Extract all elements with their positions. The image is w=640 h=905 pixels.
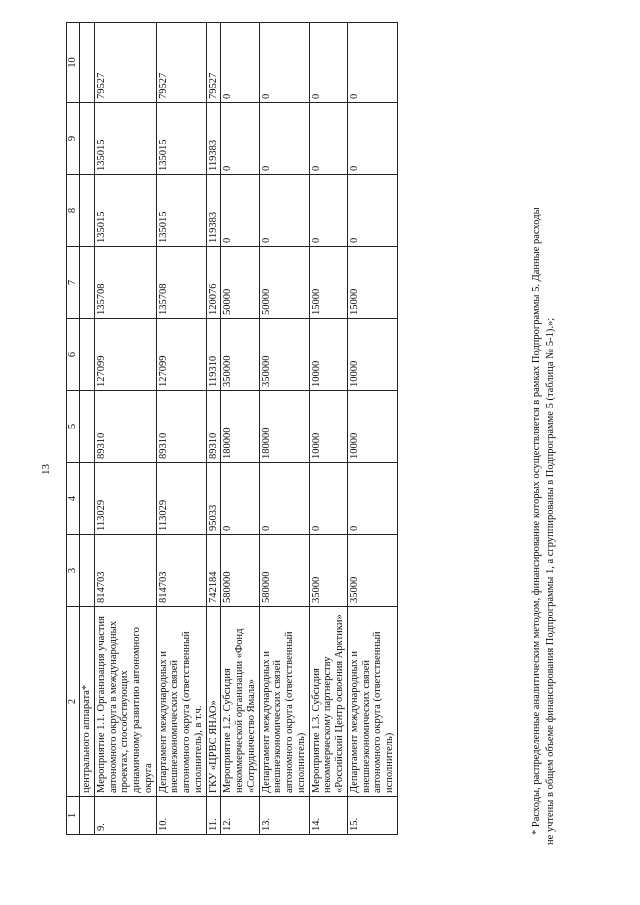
- value-cell: 0: [221, 103, 259, 175]
- value-cell: 0: [309, 103, 347, 175]
- row-description: Департамент международных и внешнеэкономических связей автономного округа (ответственный исполнитель): [259, 607, 309, 797]
- value-cell: 0: [347, 103, 397, 175]
- footnote-line-2: не учтены в общем объеме финансирования Подпрограммы 1, а сгруппированы в Подпрограмме 5 (таблица № 5-1).»;: [544, 317, 556, 845]
- table-row: [206, 23, 221, 835]
- value-cell: 135015: [94, 175, 156, 247]
- row-description: Мероприятие 1.1. Организация участия автономного округа в международных проектах, способствующих динамичному развитию автономного округа: [94, 607, 156, 797]
- footnote: [530, 25, 557, 845]
- value-cell: 10000: [309, 319, 347, 391]
- row-description: Мероприятие 1.3. Субсидия некоммерческому партнерству «Российский Центр освоения Арктики»: [309, 607, 347, 797]
- value-cell: 0: [221, 463, 259, 535]
- value-cell: 119383: [206, 175, 221, 247]
- value-cell: [80, 103, 95, 175]
- column-number: 7: [67, 247, 80, 319]
- column-number: 8: [67, 175, 80, 247]
- value-cell: 127099: [94, 319, 156, 391]
- value-cell: 120076: [206, 247, 221, 319]
- table-row: [94, 23, 156, 835]
- row-description: Мероприятие 1.2. Субсидия некоммерческой организации «Фонд «Сотрудничество Ямала»: [221, 607, 259, 797]
- table-header-row: [67, 23, 80, 835]
- row-number: 13.: [259, 797, 309, 835]
- value-cell: 742184: [206, 535, 221, 607]
- value-cell: 0: [309, 175, 347, 247]
- value-cell: 135015: [156, 103, 206, 175]
- row-number: 14.: [309, 797, 347, 835]
- value-cell: 0: [221, 175, 259, 247]
- table-row: [221, 23, 259, 835]
- row-number: 9.: [94, 797, 156, 835]
- value-cell: 50000: [259, 247, 309, 319]
- value-cell: 0: [347, 23, 397, 103]
- column-number: 6: [67, 319, 80, 391]
- row-number: 11.: [206, 797, 221, 835]
- value-cell: 35000: [347, 535, 397, 607]
- value-cell: 95033: [206, 463, 221, 535]
- value-cell: 0: [347, 463, 397, 535]
- value-cell: 0: [309, 23, 347, 103]
- page-number: 13: [40, 464, 52, 475]
- value-cell: 814703: [156, 535, 206, 607]
- value-cell: 0: [221, 23, 259, 103]
- value-cell: 10000: [347, 391, 397, 463]
- value-cell: 135708: [156, 247, 206, 319]
- row-description: Департамент международных и внешнеэкономических связей автономного округа (ответственный исполнитель), в т.ч.: [156, 607, 206, 797]
- value-cell: 15000: [309, 247, 347, 319]
- value-cell: [80, 463, 95, 535]
- value-cell: 350000: [259, 319, 309, 391]
- value-cell: 127099: [156, 319, 206, 391]
- column-number: 1: [67, 797, 80, 835]
- value-cell: [80, 23, 95, 103]
- value-cell: 180000: [221, 391, 259, 463]
- row-description: центрального аппарата*: [80, 607, 95, 797]
- row-number: 10.: [156, 797, 206, 835]
- row-number: 12.: [221, 797, 259, 835]
- value-cell: [80, 175, 95, 247]
- value-cell: 113029: [156, 463, 206, 535]
- table-row: [156, 23, 206, 835]
- table-row: [347, 23, 397, 835]
- column-number: 9: [67, 103, 80, 175]
- row-number: [80, 797, 95, 835]
- value-cell: 10000: [347, 319, 397, 391]
- value-cell: 0: [309, 463, 347, 535]
- column-number: 2: [67, 607, 80, 797]
- column-number: 3: [67, 535, 80, 607]
- value-cell: 0: [259, 175, 309, 247]
- value-cell: 350000: [221, 319, 259, 391]
- value-cell: 10000: [309, 391, 347, 463]
- value-cell: 79527: [94, 23, 156, 103]
- table-row: [259, 23, 309, 835]
- column-number: 5: [67, 391, 80, 463]
- value-cell: 135015: [94, 103, 156, 175]
- value-cell: 89310: [206, 391, 221, 463]
- value-cell: 79527: [206, 23, 221, 103]
- value-cell: [80, 535, 95, 607]
- column-number: 4: [67, 463, 80, 535]
- footnote-line-1: * Расходы, распределенные аналитическим методом, финансирование которых осуществляется в рамках Подпрограммы 5. Данные расходы: [531, 207, 542, 835]
- value-cell: 0: [347, 175, 397, 247]
- table-row: [80, 23, 95, 835]
- value-cell: 0: [259, 463, 309, 535]
- table-row: [309, 23, 347, 835]
- value-cell: 119383: [206, 103, 221, 175]
- value-cell: 180000: [259, 391, 309, 463]
- value-cell: 135708: [94, 247, 156, 319]
- value-cell: 580000: [259, 535, 309, 607]
- value-cell: 50000: [221, 247, 259, 319]
- budget-table: [66, 22, 398, 835]
- row-number: 15.: [347, 797, 397, 835]
- value-cell: 89310: [156, 391, 206, 463]
- value-cell: 15000: [347, 247, 397, 319]
- column-number: 10: [67, 23, 80, 103]
- value-cell: [80, 391, 95, 463]
- value-cell: 79527: [156, 23, 206, 103]
- value-cell: 119310: [206, 319, 221, 391]
- value-cell: [80, 319, 95, 391]
- value-cell: 0: [259, 103, 309, 175]
- value-cell: 89310: [94, 391, 156, 463]
- value-cell: [80, 247, 95, 319]
- value-cell: 135015: [156, 175, 206, 247]
- row-description: Департамент международных и внешнеэкономических связей автономного округа (ответственный исполнитель): [347, 607, 397, 797]
- value-cell: 814703: [94, 535, 156, 607]
- value-cell: 580000: [221, 535, 259, 607]
- value-cell: 113029: [94, 463, 156, 535]
- value-cell: 35000: [309, 535, 347, 607]
- value-cell: 0: [259, 23, 309, 103]
- row-description: ГКУ «ЦРВС ЯНАО»: [206, 607, 221, 797]
